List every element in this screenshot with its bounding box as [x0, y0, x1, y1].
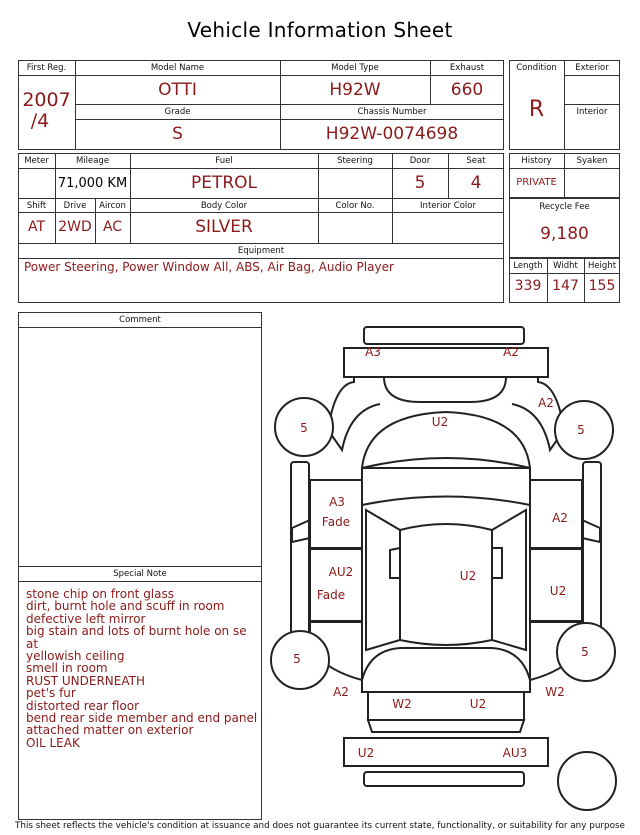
code-rear-center: U2 [469, 697, 487, 711]
special-note-item: attached matter on exterior [26, 723, 194, 738]
code-left-rear-quarter: A2 [333, 685, 349, 699]
meter-label: Meter [24, 156, 49, 166]
code-tire-rr: 5 [581, 645, 589, 659]
special-note-item: yellowish ceiling [26, 649, 125, 664]
first-reg-label: First Reg. [26, 63, 67, 73]
special-note-item: distorted rear floor [26, 698, 140, 713]
aircon-label: Aircon [99, 201, 126, 211]
code-left-front-door: A3 [329, 495, 345, 509]
special-note-item: defective left mirror [26, 611, 146, 626]
code-right-front-door: A2 [552, 511, 568, 525]
vehicle-damage-diagram [270, 320, 630, 820]
recycle-fee-value: 9,180 [540, 224, 589, 244]
width-label: Widht [553, 261, 578, 271]
condition-label: Condition [516, 63, 557, 73]
grade-value: S [172, 124, 183, 144]
special-note-item: pet's fur [26, 686, 76, 701]
fuel-value: PETROL [190, 173, 258, 193]
spare-tire-part [558, 752, 616, 810]
height-label: Height [587, 261, 617, 271]
mileage-label: Mileage [75, 156, 110, 166]
recycle-fee-label: Recycle Fee [539, 202, 590, 212]
windshield-part [362, 458, 530, 505]
comment-label: Comment [119, 315, 161, 325]
seat-label: Seat [466, 156, 486, 166]
chassis-number-label: Chassis Number [357, 107, 427, 117]
code-tire-fl: 5 [300, 421, 308, 435]
special-note-label: Special Note [113, 569, 167, 579]
drive-value: 2WD [58, 219, 92, 235]
special-note-item: bend rear side member and end panel [26, 711, 258, 726]
exhaust-label: Exhaust [449, 63, 485, 73]
body-color-label: Body Color [200, 201, 248, 211]
code-right-rear-door: U2 [549, 584, 567, 598]
page-title: Vehicle Information Sheet [187, 18, 453, 42]
model-type-value: H92W [329, 80, 381, 100]
code-hood: U2 [431, 415, 449, 429]
first-reg-month: /4 [30, 110, 50, 132]
code-front-bumper: A3 [365, 345, 381, 359]
first-reg-year: 2007 [22, 89, 71, 111]
left-front-door-part [310, 480, 362, 548]
grade-label: Grade [164, 107, 191, 117]
interior-color-label: Interior Color [420, 201, 476, 211]
aircon-value: AC [102, 219, 123, 235]
body-color-value: SILVER [195, 217, 253, 237]
special-note-item: RUST UNDERNEATH [26, 673, 145, 688]
special-note-item: smell in room [26, 661, 108, 676]
fuel-label: Fuel [215, 156, 233, 166]
model-name-label: Model Name [150, 63, 205, 73]
height-value: 155 [588, 278, 616, 294]
mileage-value: 71,000 KM [57, 176, 128, 191]
code-left-rear-door-note: Fade [316, 588, 346, 602]
shift-label: Shift [26, 201, 47, 211]
history-label: History [521, 156, 552, 166]
code-tire-fr: 5 [577, 423, 585, 437]
special-note-item: dirt, burnt hole and scuff in room [26, 599, 225, 614]
roof-part [400, 524, 492, 645]
front-bumper-top-part [364, 327, 524, 344]
left-rear-door-part [310, 549, 362, 621]
code-left-rear-door: AU2 [328, 565, 354, 579]
equipment-value: Power Steering, Power Window All, ABS, Air Bag, Audio Player [24, 260, 394, 274]
code-tire-rl: 5 [293, 652, 301, 666]
seat-value: 4 [470, 173, 482, 193]
length-value: 339 [514, 278, 542, 294]
code-front-bumper-right: A2 [503, 345, 519, 359]
door-value: 5 [414, 173, 426, 193]
condition-grade: R [528, 97, 545, 122]
door-label: Door [409, 156, 431, 166]
exterior-label: Exterior [575, 63, 609, 73]
code-rear-bumper-right: AU3 [502, 746, 528, 760]
special-note-item: at [26, 636, 39, 651]
code-right-front-fender: A2 [538, 396, 554, 410]
steering-label: Steering [337, 156, 373, 166]
model-name-value: OTTI [158, 80, 197, 100]
chassis-number-value: H92W-0074698 [325, 124, 459, 144]
equipment-label: Equipment [237, 246, 285, 256]
code-rear-bumper-left: U2 [357, 746, 375, 760]
history-value: PRIVATE [516, 177, 557, 188]
special-note-item: OIL LEAK [26, 735, 80, 750]
special-note-item: stone chip on front glass [26, 587, 175, 601]
disclaimer-footer: This sheet reflects the vehicle's condition at issuance and does not guarantee its current state, functionality, or suitability for any purpose [15, 821, 625, 831]
syaken-label: Syaken [576, 156, 608, 166]
special-note-item: big stain and lots of burnt hole on se [26, 624, 247, 639]
length-label: Length [513, 261, 543, 271]
width-value: 147 [552, 278, 579, 294]
drive-label: Drive [63, 201, 87, 211]
color-no-label: Color No. [335, 201, 375, 211]
exhaust-value: 660 [450, 80, 484, 100]
model-type-label: Model Type [331, 63, 379, 73]
special-note-list [26, 588, 258, 749]
interior-label: Interior [576, 107, 608, 117]
code-right-rear-quarter: W2 [545, 685, 565, 699]
code-left-front-door-note: Fade [321, 515, 351, 529]
shift-value: AT [27, 219, 46, 235]
code-roof: U2 [459, 569, 477, 583]
code-rear-left: W2 [392, 697, 412, 711]
